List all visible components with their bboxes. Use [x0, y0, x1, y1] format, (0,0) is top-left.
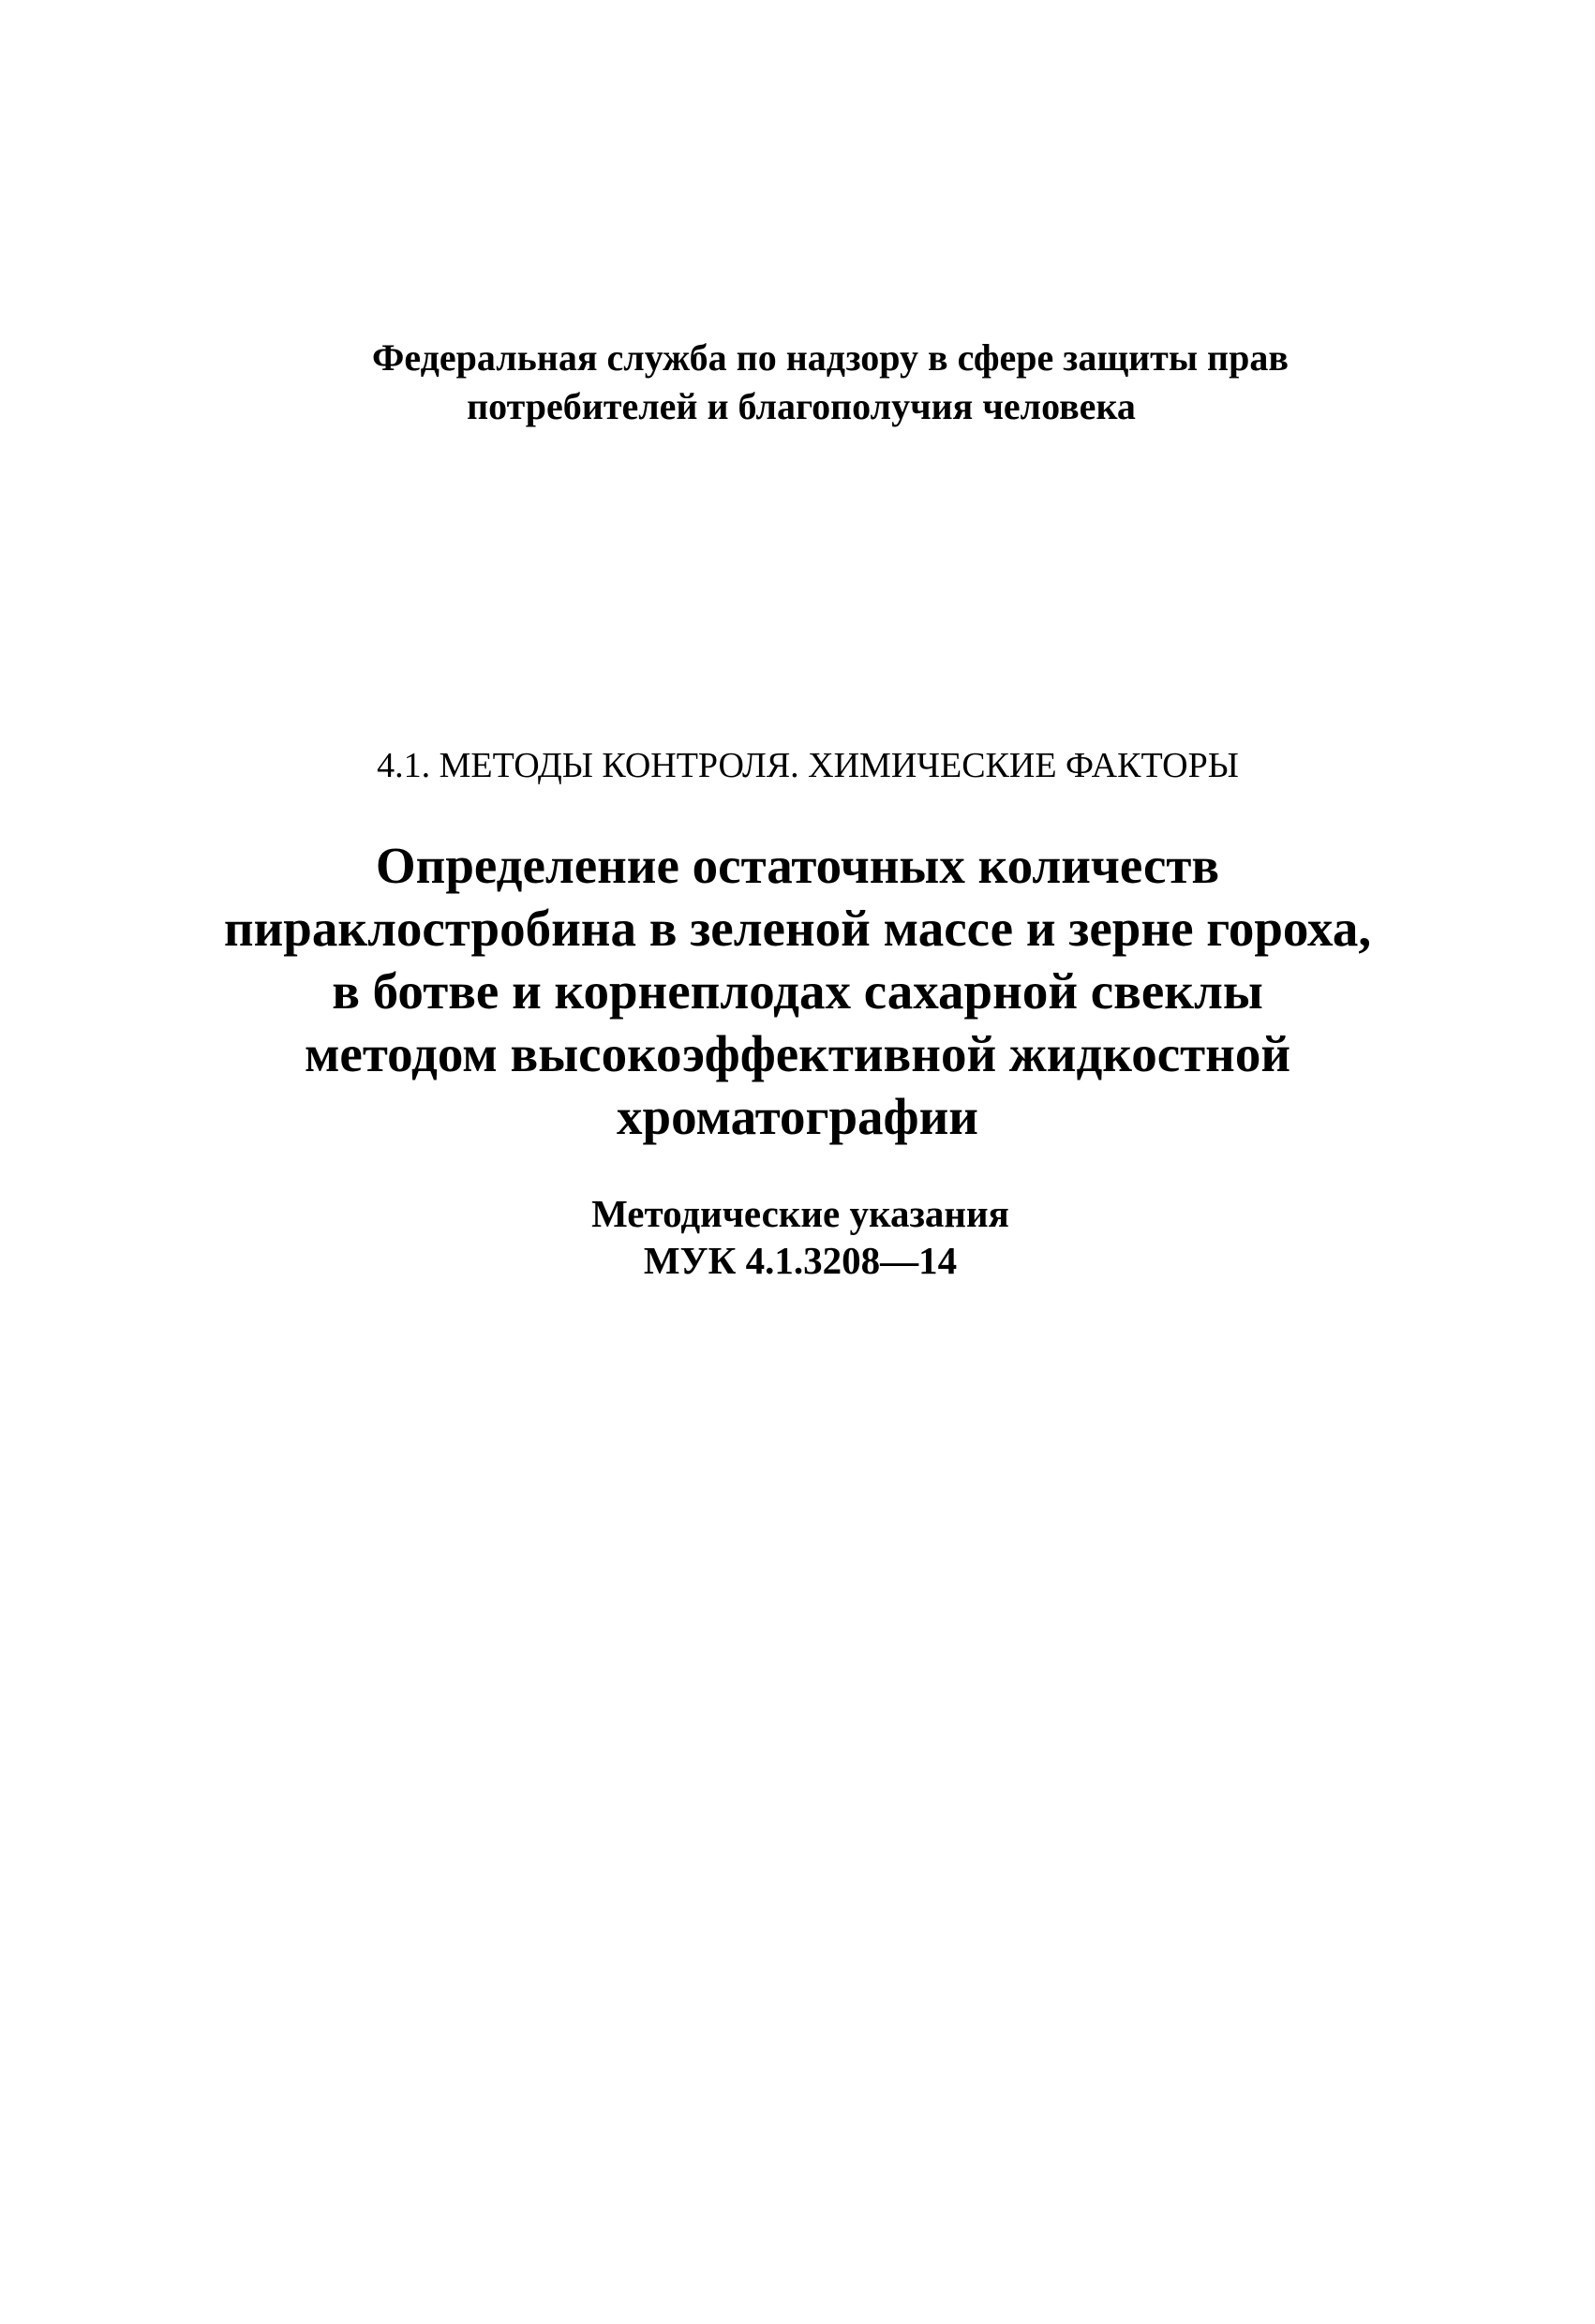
title-line-5: хроматографии: [617, 1088, 978, 1145]
series-heading: 4.1. МЕТОДЫ КОНТРОЛЯ. ХИМИЧЕСКИЕ ФАКТОРЫ: [377, 746, 1239, 785]
document-type: Методические указания: [591, 1192, 1009, 1235]
document-code: МУК 4.1.3208—14: [643, 1239, 958, 1282]
agency-heading: [0, 334, 1595, 431]
agency-line-1: Федеральная служба по надзору в сфере защиты прав: [372, 336, 1289, 379]
title-line-1: Определение остаточных количеств: [375, 837, 1220, 894]
title-line-3: в ботве и корнеплодах сахарной свеклы: [332, 962, 1263, 1020]
title-line-4: методом высокоэффективной жидкостной: [304, 1025, 1291, 1082]
title-line-2: пираклостробина в зеленой массе и зерне гороха,: [223, 900, 1372, 957]
document-designation: [0, 1190, 1595, 1284]
document-title: [0, 834, 1595, 1148]
agency-line-2: потребителей и благополучия человека: [467, 385, 1136, 427]
